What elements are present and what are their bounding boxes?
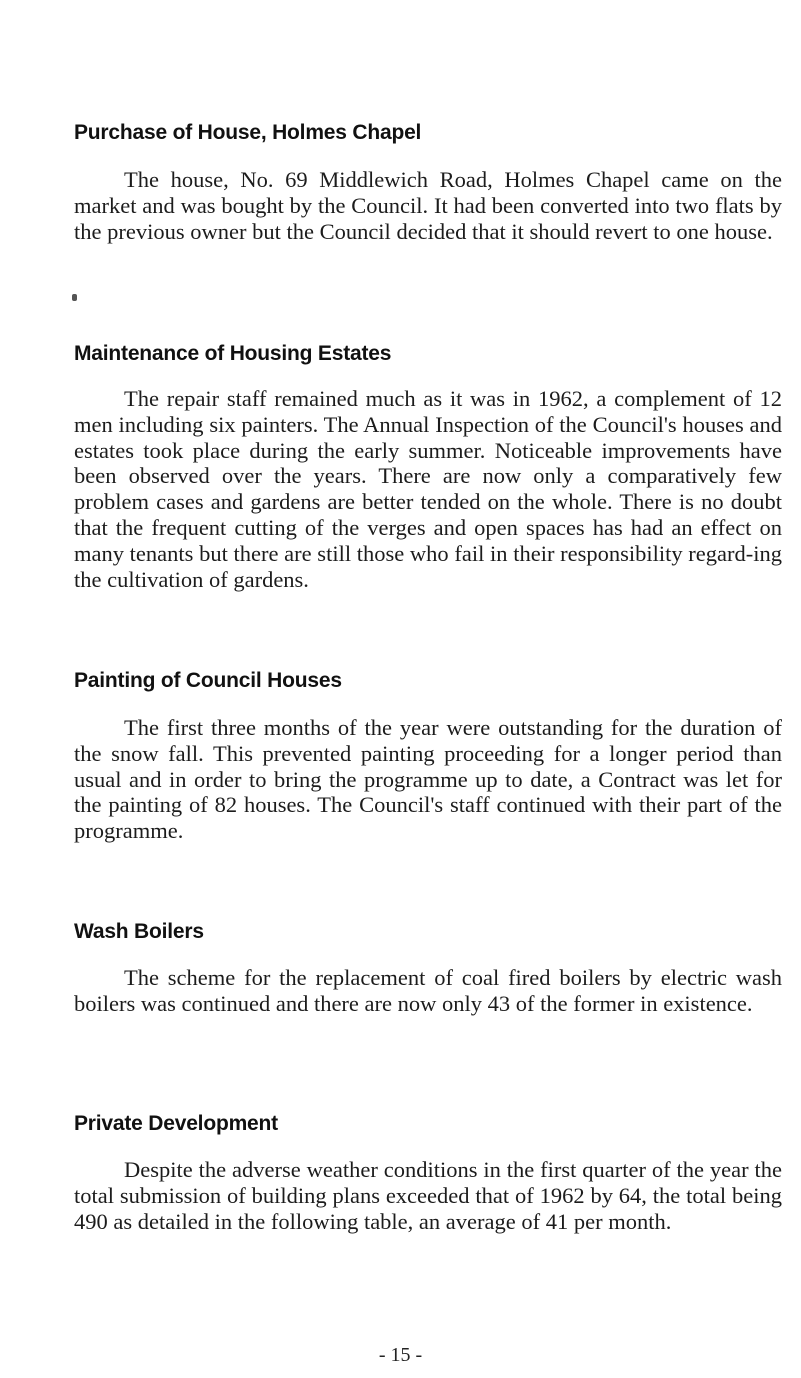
heading-wash-boilers: Wash Boilers [74,920,204,943]
paragraph-purchase-of-house: The house, No. 69 Middlewich Road, Holmes Chapel came on the market and was bought by the Council. It had been converted into two flats by the previous owner but the Council decided that it should revert to one house. [74,167,782,244]
paragraph-wash-boilers: The scheme for the replacement of coal fired boilers by electric wash boilers was continued and there are now only 43 of the former in existence. [74,965,782,1016]
paragraph-maintenance-of-housing-estates: The repair staff remained much as it was in 1962, a complement of 12 men including six painters. The Annual Inspection of the Council's houses and estates took place during the early summer. Noticeable improvements have been observed over the years. There are now only a comparatively few problem cases and gardens are better tended on the whole. There is no doubt that the frequent cutting of the verges and open spaces has had an effect on many tenants but there are still those who fail in their responsibility regard-ing the cultivation of gardens. [74,386,782,592]
heading-purchase-of-house: Purchase of House, Holmes Chapel [74,121,422,144]
paragraph-painting-of-council-houses: The first three months of the year were outstanding for the duration of the snow fall. This prevented painting proceeding for a longer period than usual and in order to bring the programme up to date, a Contract was let for the painting of 82 houses. The Council's staff continued with their part of the programme. [74,715,782,844]
heading-maintenance-of-housing-estates: Maintenance of Housing Estates [74,342,392,365]
page-number: - 15 - [378,1344,423,1366]
heading-painting-of-council-houses: Painting of Council Houses [74,669,342,692]
print-speck [72,294,77,301]
paragraph-private-development: Despite the adverse weather conditions in the first quarter of the year the total submission of building plans exceeded that of 1962 by 64, the total being 490 as detailed in the following table, an average of 41 per month. [74,1157,782,1234]
heading-private-development: Private Development [74,1112,278,1135]
